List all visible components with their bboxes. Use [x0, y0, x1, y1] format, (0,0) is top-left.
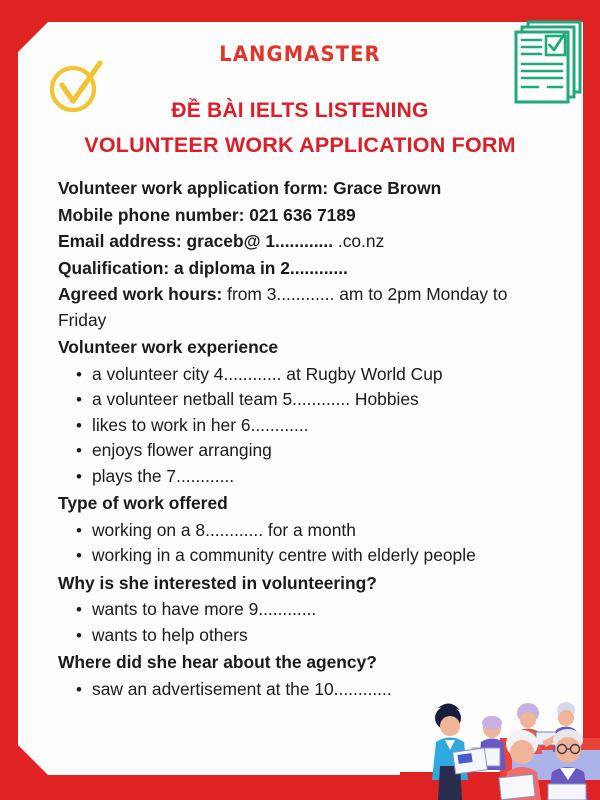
section-heading: Type of work offered — [58, 493, 228, 513]
form-field-label: Agreed work hours: — [58, 284, 223, 304]
title-line-2: VOLUNTEER WORK APPLICATION FORM — [84, 133, 516, 157]
form-field-line — [58, 282, 546, 333]
section-bullet-list — [58, 597, 546, 648]
title-line-1: ĐỀ BÀI IELTS LISTENING — [171, 99, 429, 122]
page-title — [0, 94, 600, 162]
form-field-line — [58, 203, 546, 229]
list-item: • enjoys flower arranging — [92, 438, 546, 464]
form-field-line — [58, 256, 546, 282]
form-content — [58, 176, 546, 704]
form-field-label: Volunteer work application form: — [58, 178, 329, 198]
list-item: • working on a 8............ for a month — [92, 518, 546, 544]
form-field-value: Grace Brown — [328, 178, 442, 198]
list-item: • a volunteer netball team 5............ Hobbies — [92, 387, 546, 413]
form-field-label: Mobile phone number: — [58, 204, 245, 225]
list-item: • working in a community centre with elderly people — [92, 543, 546, 569]
section-heading: Volunteer work experience — [58, 337, 279, 357]
form-field-label: Email address: graceb@ 1............ — [58, 231, 334, 251]
form-sections — [58, 335, 546, 702]
list-item: • wants to help others — [92, 623, 546, 649]
section-heading: Where did she hear about the agency? — [58, 652, 377, 672]
section-bullet-list — [58, 518, 546, 569]
section-bullet-list — [58, 677, 546, 703]
section-bullet-list — [58, 362, 546, 490]
form-field-value: 021 636 7189 — [244, 204, 356, 225]
form-field-label: Qualification: a diploma in 2............ — [58, 257, 348, 278]
list-item: • wants to have more 9............ — [92, 597, 546, 623]
brand-logo-text: LANGMASTER — [219, 42, 381, 66]
form-field-value: .co.nz — [333, 231, 385, 251]
list-item: • saw an advertisement at the 10............ — [92, 677, 546, 703]
form-field-line — [58, 176, 546, 202]
list-item: • likes to work in her 6............ — [92, 413, 546, 439]
form-field-line — [58, 229, 546, 255]
list-item: • plays the 7............ — [92, 464, 546, 490]
section-heading: Why is she interested in volunteering? — [58, 572, 377, 593]
list-item: • a volunteer city 4............ at Rugby World Cup — [92, 362, 546, 388]
form-fields — [58, 176, 546, 333]
form-field-value: from 3............ am to 2pm Monday to Friday — [58, 284, 508, 330]
